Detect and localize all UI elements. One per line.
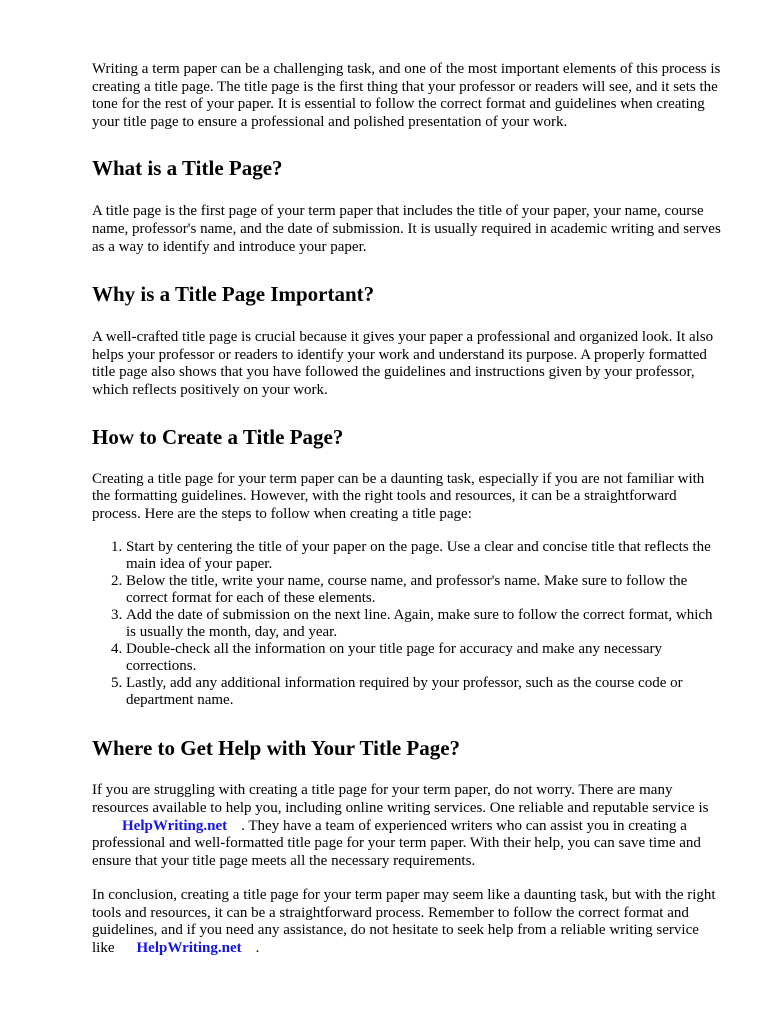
heading-how-to-create: How to Create a Title Page? [92, 424, 344, 449]
where-paragraph [92, 782, 722, 870]
step-4: 4. Double-check all the information on your title page for accuracy and make any necessary corrections. [126, 641, 722, 675]
conclusion-paragraph [92, 887, 722, 957]
heading-what-is-title-page: What is a Title Page? [92, 156, 283, 181]
step-3: 3. Add the date of submission on the next line. Again, make sure to follow the correct format, which is usually the month, day, and year. [126, 607, 722, 641]
step-1: 1. Start by centering the title of your paper on the page. Use a clear and concise title that reflects the main idea of your paper. [126, 539, 722, 573]
helpwriting-link-conclusion[interactable]: HelpWriting.net [136, 940, 242, 957]
conclusion-text-after-link: . [255, 940, 260, 957]
step-2: 2. Below the title, write your name, course name, and professor's name. Make sure to follow the correct format for each of these elements. [126, 573, 722, 607]
heading-why-important: Why is a Title Page Important? [92, 282, 375, 307]
what-paragraph: A title page is the first page of your term paper that includes the title of your paper, your name, course name, professor's name, and the date of submission. It is usually required in academic writing and serves as a way to identify and introduce your paper. [92, 203, 721, 255]
intro-paragraph: Writing a term paper can be a challenging task, and one of the most important elements of this process is creating a title page. The title page is the first thing that your professor or readers will see, and it sets the tone for the rest of your paper. It is essential to follow the correct format and guidelines when creating your title page to ensure a professional and polished presentation of your work. [92, 61, 721, 130]
document-page [92, 61, 722, 958]
conclusion-text-before-link: In conclusion, creating a title page for your term paper may seem like a daunting task, but with the right tools and resources, it can be a straightforward process. Remember to follow the correct format and guidelines, and if you need any assistance, do not hesitate to seek help from a reliable writing service like [92, 887, 716, 957]
how-paragraph: Creating a title page for your term paper can be a daunting task, especially if you are not familiar with the formatting guidelines. However, with the right tools and resources, it can be a straightforward process. Here are the steps to follow when creating a title page: [92, 470, 705, 522]
helpwriting-link[interactable]: HelpWriting.net [122, 817, 228, 834]
why-paragraph: A well-crafted title page is crucial because it gives your paper a professional and organized look. It also helps your professor or readers to identify your work and understand its purpose. A properly formatted title page also shows that you have followed the guidelines and instructions given by your professor, which reflects positively on your work. [92, 329, 714, 398]
heading-where-to-get-help: Where to Get Help with Your Title Page? [92, 736, 461, 761]
where-text-after-link: . They have a team of experienced writers who can assist you in creating a professional and well-formatted title page for your term paper. With their help, you can save time and ensure that your title page meets all the necessary requirements. [92, 817, 701, 869]
step-5: 5. Lastly, add any additional information required by your professor, such as the course code or department name. [126, 675, 722, 709]
steps-list [92, 539, 722, 709]
where-text-before-link: If you are struggling with creating a title page for your term paper, do not worry. There are many resources available to help you, including online writing services. One reliable and reputable service is [92, 782, 709, 816]
